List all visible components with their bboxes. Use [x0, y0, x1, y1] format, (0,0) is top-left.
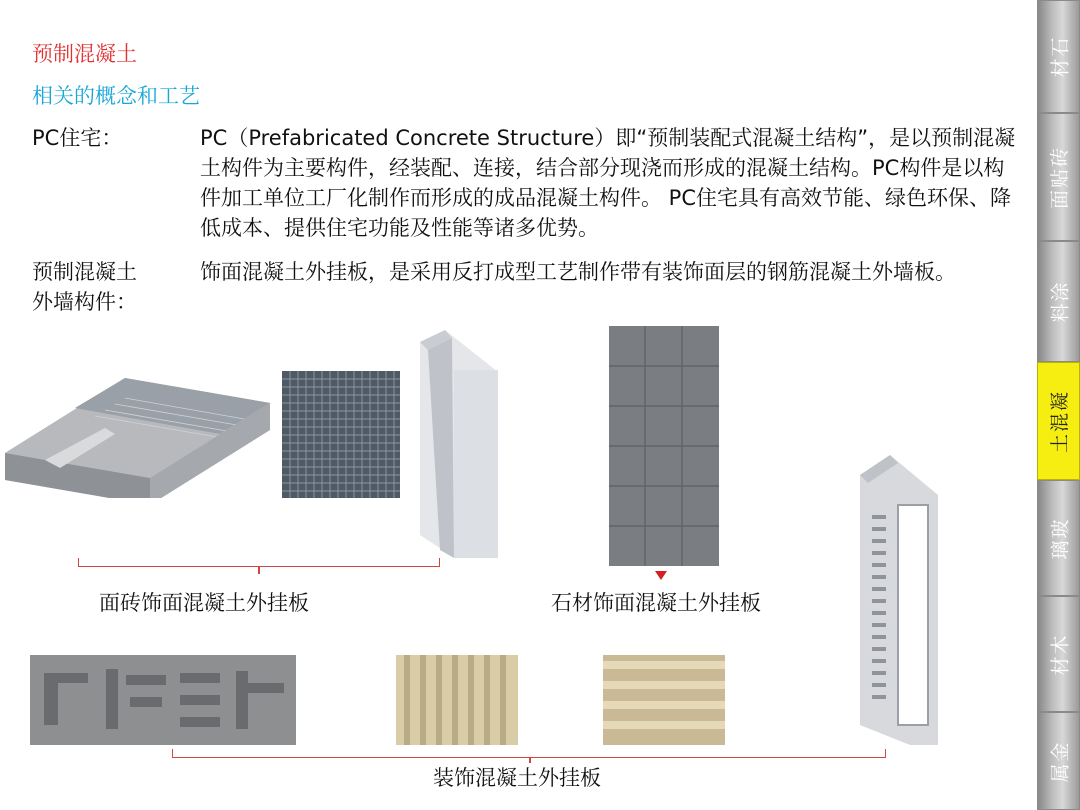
material-sidebar: [1037, 0, 1080, 810]
tile-mesh-image: [282, 371, 400, 498]
caption-tile-panel: 面砖饰面混凝土外挂板: [99, 591, 309, 615]
tile-panel-bracket-tick: [258, 566, 260, 574]
sidebar-tab-concrete[interactable]: 土混凝: [1037, 362, 1080, 480]
sidebar-tab-metal[interactable]: 属金: [1037, 712, 1080, 810]
page-title: 预制混凝土: [32, 42, 137, 66]
section-subtitle: 相关的概念和工艺: [32, 84, 200, 108]
term-precast-wall: [32, 257, 137, 317]
term-precast-wall-line2: 外墙构件：: [32, 290, 137, 314]
grooved-panel-image: [396, 655, 518, 745]
precast-slab-image: [5, 368, 275, 498]
definition-pc-housing: PC（Prefabricated Concrete Structure）即“预制装配式混凝土结构”，是以预制混凝土构件为主要构件，经装配、连接，结合部分现浇而形成的混凝土结构。PC构件是以构件加工单位工厂化制作而形成的成品混凝土构件。 PC住宅具有高效节能、绿色环保、降低成本、提供住宅功能及性能等诸多优势。: [200, 126, 1016, 240]
term-pc-housing: PC住宅：: [32, 126, 123, 150]
relief-character-image: [30, 655, 296, 745]
sidebar-tab-tile[interactable]: 面贴砖: [1037, 113, 1080, 241]
sidebar-tab-stone[interactable]: 材石: [1037, 0, 1080, 113]
down-arrow-icon: [655, 571, 667, 580]
sidebar-tab-glass[interactable]: 璃玻: [1037, 480, 1080, 596]
textured-panel-image: [603, 655, 725, 745]
sidebar-tab-wood[interactable]: 材木: [1037, 596, 1080, 712]
vertical-panel-image: [420, 330, 500, 558]
caption-decorative-panel: 装饰混凝土外挂板: [433, 766, 601, 790]
stone-panel-image: [609, 326, 719, 566]
louvered-frame-image: [860, 455, 940, 747]
definition-precast-wall: 饰面混凝土外挂板，是采用反打成型工艺制作带有装饰面层的钢筋混凝土外墙板。: [200, 260, 956, 284]
term-precast-wall-line1: 预制混凝土: [32, 260, 137, 284]
sidebar-tab-coating[interactable]: 料涂: [1037, 241, 1080, 362]
caption-stone-panel: 石材饰面混凝土外挂板: [551, 591, 761, 615]
